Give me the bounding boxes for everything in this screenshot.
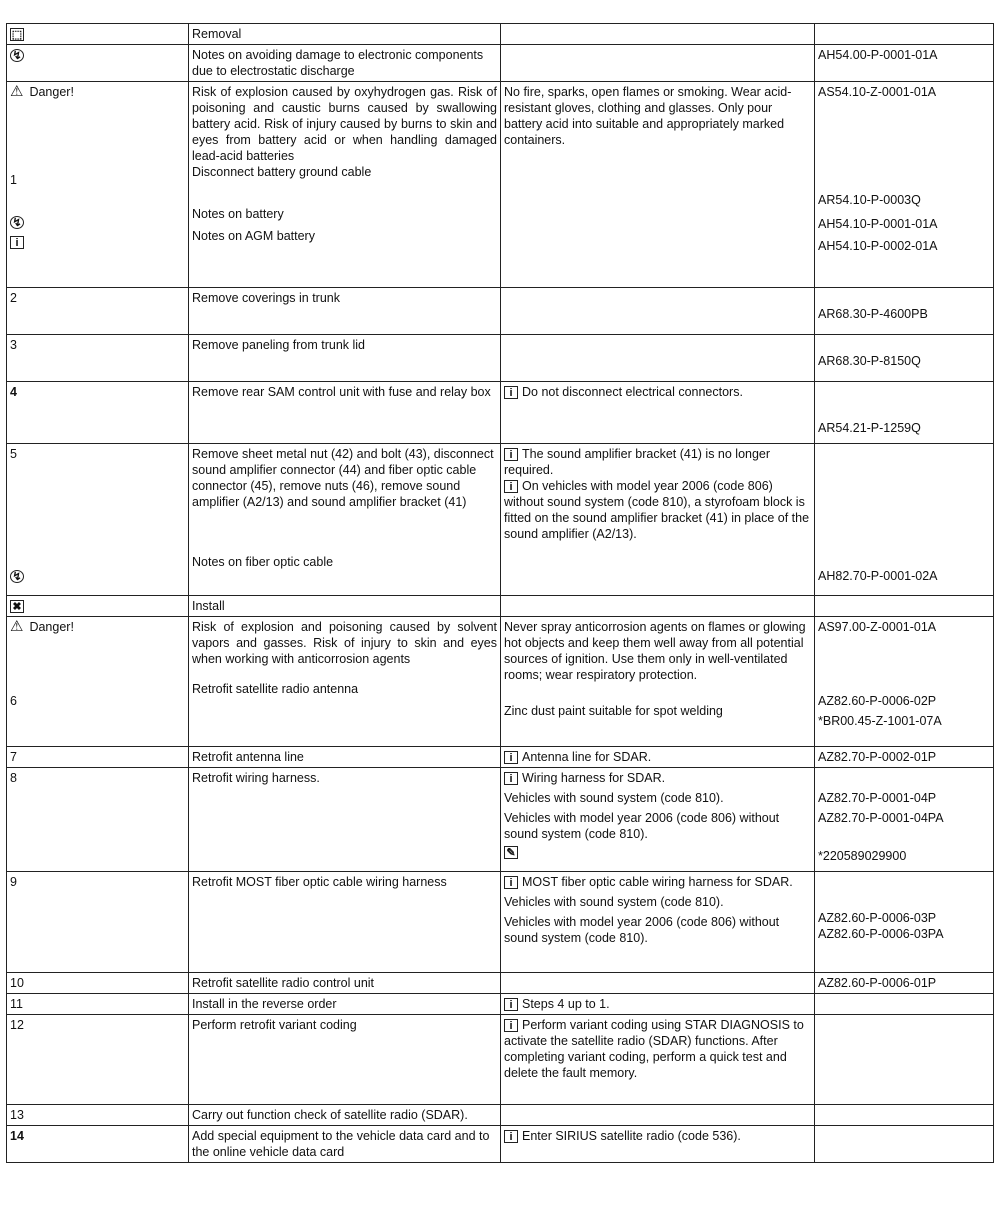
vehicle-variant-text: Vehicles with model year 2006 (code 806) without sound system (code 810). bbox=[504, 811, 780, 841]
reference-link[interactable]: AR54.21-P-1259Q bbox=[818, 421, 921, 435]
step-number: 9 bbox=[7, 872, 189, 973]
step-text: Remove rear SAM control unit with fuse and relay box bbox=[189, 382, 501, 444]
reference-link[interactable]: AZ82.70-P-0001-04P bbox=[818, 791, 937, 805]
fiber-note-text: Notes on fiber optic cable bbox=[192, 555, 334, 569]
note-text: On vehicles with model year 2006 (code 806) without sound system (code 810), a styrofoam block is fitted on the sound amplifier bracket (41) in place of the sound amplifier (A2/13). bbox=[504, 479, 810, 541]
danger-label: Danger! bbox=[29, 85, 74, 99]
note-text: Steps 4 up to 1. bbox=[522, 997, 610, 1011]
table-row bbox=[7, 24, 994, 45]
warning-icon: ⚠ bbox=[10, 618, 24, 635]
part-number-icon: ✎ bbox=[504, 846, 518, 859]
step-text: Retrofit wiring harness. bbox=[189, 768, 501, 872]
section-title: Removal bbox=[189, 24, 501, 45]
info-icon: i bbox=[504, 772, 518, 785]
table-row bbox=[7, 1105, 994, 1126]
step-number: 3 bbox=[7, 335, 189, 382]
note-battery-icon: ↯ bbox=[10, 216, 24, 229]
table-row bbox=[7, 768, 994, 872]
step-text: Retrofit MOST fiber optic cable wiring harness bbox=[189, 872, 501, 973]
info-icon: i bbox=[504, 448, 518, 461]
reference-link[interactable]: AH54.10-P-0002-01A bbox=[818, 239, 938, 253]
info-icon: i bbox=[504, 1130, 518, 1143]
info-icon: i bbox=[504, 998, 518, 1011]
step-number: 8 bbox=[7, 768, 189, 872]
table-row bbox=[7, 82, 994, 288]
danger-risk-text: Risk of explosion caused by oxyhydrogen gas. Risk of poisoning and caustic burns caused by swallowing battery acid. Risk of injury caused by burns to skin and eyes from battery acid or when handling damaged lead-acid batteries bbox=[192, 85, 497, 163]
step-text: Perform retrofit variant coding bbox=[189, 1015, 501, 1105]
note-agm-text: Notes on AGM battery bbox=[192, 229, 315, 243]
reference-link[interactable]: AR54.10-P-0003Q bbox=[818, 193, 921, 207]
step-number: 5 bbox=[10, 447, 17, 461]
note-battery-text: Notes on battery bbox=[192, 207, 284, 221]
info-icon: i bbox=[504, 876, 518, 889]
warning-icon: ⚠ bbox=[10, 83, 24, 100]
step-number: 6 bbox=[10, 694, 17, 708]
step-number: 11 bbox=[7, 994, 189, 1015]
step-number: 12 bbox=[7, 1015, 189, 1105]
step-number: 14 bbox=[7, 1126, 189, 1163]
reference-link[interactable]: AZ82.60-P-0006-02P bbox=[818, 694, 937, 708]
reference-link[interactable]: AZ82.60-P-0006-03PA bbox=[818, 927, 944, 941]
reference-link[interactable]: AH54.10-P-0001-01A bbox=[818, 217, 938, 231]
table-row bbox=[7, 1126, 994, 1163]
fiber-note-icon: ↯ bbox=[10, 570, 24, 583]
note-text: MOST fiber optic cable wiring harness for SDAR. bbox=[522, 875, 793, 889]
reference-link[interactable]: AZ82.70-P-0001-04PA bbox=[818, 811, 944, 825]
install-icon: ✖ bbox=[10, 600, 24, 613]
table-row bbox=[7, 382, 994, 444]
esd-icon: ↯ bbox=[10, 49, 24, 62]
info-icon: i bbox=[504, 386, 518, 399]
step-text: Remove coverings in trunk bbox=[189, 288, 501, 335]
info-icon: i bbox=[504, 1019, 518, 1032]
step-text: Disconnect battery ground cable bbox=[192, 165, 372, 179]
vehicle-variant-text: Vehicles with sound system (code 810). bbox=[504, 791, 724, 805]
step-text: Remove sheet metal nut (42) and bolt (43), disconnect sound amplifier connector (44) and fiber optic cable connector (45), remove nuts (46), remove sound amplifier (A2/13) and sound amplifier bracket (41) bbox=[192, 447, 494, 509]
reference-link[interactable]: AS54.10-Z-0001-01A bbox=[818, 85, 937, 99]
reference-link[interactable]: AZ82.60-P-0006-01P bbox=[815, 973, 994, 994]
part-number-link[interactable]: *220589029900 bbox=[818, 849, 907, 863]
note-text: Enter SIRIUS satellite radio (code 536). bbox=[522, 1129, 741, 1143]
reference-link[interactable]: AH82.70-P-0001-02A bbox=[818, 569, 938, 583]
table-row bbox=[7, 617, 994, 747]
step-number: 10 bbox=[7, 973, 189, 994]
step-number: 4 bbox=[7, 382, 189, 444]
paint-text: Zinc dust paint suitable for spot welding bbox=[504, 704, 723, 718]
reference-link[interactable]: AR68.30-P-4600PB bbox=[818, 307, 928, 321]
reference-link[interactable]: AS97.00-Z-0001-01A bbox=[818, 620, 937, 634]
step-number: 13 bbox=[7, 1105, 189, 1126]
vehicle-variant-text: Vehicles with sound system (code 810). bbox=[504, 895, 724, 909]
removal-icon: ⬚ bbox=[11, 29, 23, 42]
reference-link[interactable]: *BR00.45-Z-1001-07A bbox=[818, 714, 942, 728]
danger-measure-text: No fire, sparks, open flames or smoking. Wear acid-resistant gloves, clothing and glasses. Only pour battery acid into suitable and appropriately marked containers. bbox=[501, 82, 815, 288]
step-text: Carry out function check of satellite radio (SDAR). bbox=[189, 1105, 501, 1126]
section-title: Install bbox=[189, 596, 501, 617]
note-text: The sound amplifier bracket (41) is no longer required. bbox=[504, 447, 771, 477]
info-icon: i bbox=[504, 751, 518, 764]
reference-link[interactable]: AH54.00-P-0001-01A bbox=[815, 45, 994, 82]
table-row bbox=[7, 596, 994, 617]
step-text: Install in the reverse order bbox=[189, 994, 501, 1015]
step-number: 1 bbox=[10, 173, 17, 187]
step-text: Remove paneling from trunk lid bbox=[189, 335, 501, 382]
step-text: Notes on avoiding damage to electronic components due to electrostatic discharge bbox=[189, 45, 501, 82]
reference-link[interactable]: AZ82.60-P-0006-03P bbox=[818, 911, 937, 925]
note-text: Perform variant coding using STAR DIAGNOSIS to activate the satellite radio (SDAR) functions. After completing variant coding, perform a quick test and delete the fault memory. bbox=[504, 1018, 804, 1080]
reference-link[interactable]: AR68.30-P-8150Q bbox=[818, 354, 921, 368]
table-row bbox=[7, 45, 994, 82]
step-number: 2 bbox=[7, 288, 189, 335]
table-row bbox=[7, 872, 994, 973]
procedure-table bbox=[6, 23, 994, 1163]
info-icon: i bbox=[504, 480, 518, 493]
info-icon: i bbox=[10, 236, 24, 249]
step-number: 7 bbox=[7, 747, 189, 768]
step-text: Retrofit satellite radio antenna bbox=[192, 682, 359, 696]
table-row bbox=[7, 973, 994, 994]
step-text: Retrofit antenna line bbox=[189, 747, 501, 768]
table-row bbox=[7, 444, 994, 596]
note-text: Do not disconnect electrical connectors. bbox=[522, 385, 743, 399]
danger-label: Danger! bbox=[29, 620, 74, 634]
table-row bbox=[7, 288, 994, 335]
danger-measure-text: Never spray anticorrosion agents on flames or glowing hot objects and keep them well away from all potential sources of ignition. Use them only in well-ventilated rooms; wear respiratory protection. bbox=[504, 620, 806, 682]
note-text: Antenna line for SDAR. bbox=[522, 750, 652, 764]
step-text: Add special equipment to the vehicle data card and to the online vehicle data card bbox=[189, 1126, 501, 1163]
table-row bbox=[7, 747, 994, 768]
table-row bbox=[7, 1015, 994, 1105]
note-text: Wiring harness for SDAR. bbox=[522, 771, 666, 785]
step-text: Retrofit satellite radio control unit bbox=[189, 973, 501, 994]
table-row bbox=[7, 335, 994, 382]
table-row bbox=[7, 994, 994, 1015]
danger-risk-text: Risk of explosion and poisoning caused by solvent vapors and gasses. Risk of injury to skin and eyes when working with anticorrosion agents bbox=[192, 620, 497, 666]
reference-link[interactable]: AZ82.70-P-0002-01P bbox=[815, 747, 994, 768]
vehicle-variant-text: Vehicles with model year 2006 (code 806) without sound system (code 810). bbox=[504, 915, 780, 945]
